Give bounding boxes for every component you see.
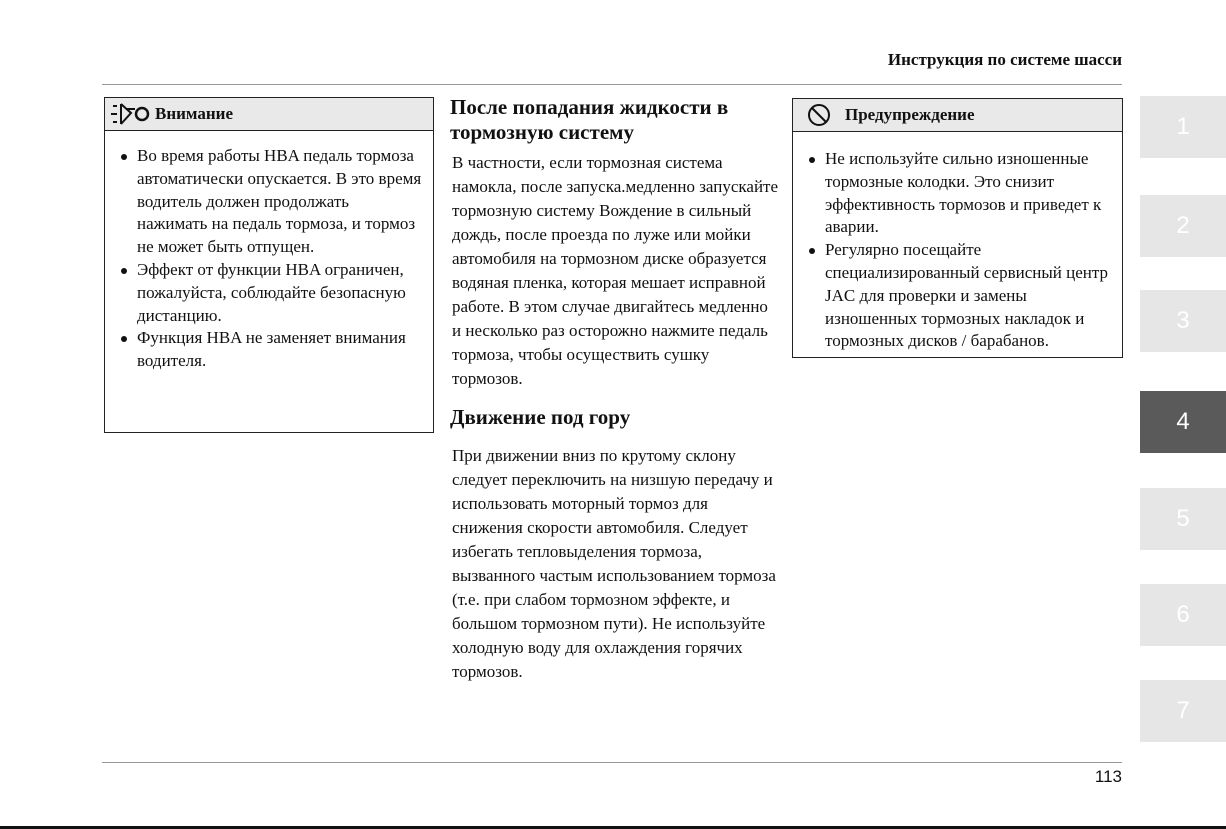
warning-box-header (793, 99, 1122, 132)
chapter-tab-3[interactable]: 3 (1140, 290, 1226, 352)
section-title-fluid: После попадания жидкости в тормозную систему (450, 95, 729, 144)
attention-item: Во время работы HBA педаль тормоза автоматически опускается. В это время водитель должен продолжать нажимать на педаль тормоза, и тормоз не может быть отпущен. (121, 145, 423, 259)
prohibition-icon (807, 103, 831, 127)
chapter-tab-4[interactable]: 4 (1140, 391, 1226, 453)
chapter-tab-2[interactable]: 2 (1140, 195, 1226, 257)
warning-list (809, 148, 1112, 353)
attention-list (121, 145, 423, 373)
attention-item: Функция HBA не заменяет внимания водителя. (121, 327, 423, 373)
attention-item: Эффект от функции HBA ограничен, пожалуйста, соблюдайте безопасную дистанцию. (121, 259, 423, 327)
chapter-tab-1[interactable]: 1 (1140, 96, 1226, 158)
main-text-column (450, 95, 780, 684)
section-text-downhill: При движении вниз по крутому склону следует переключить на низшую передачу и использовать моторный тормоз для снижения скорости автомобиля. Следует избегать тепловыделения тормоза, вызванного частым использованием тормоза (т.е. при слабом тормозном эффекте, и большом тормозном пути). Не используйте холодную воду для охлаждения горячих тормозов. (452, 446, 776, 681)
warning-title: Предупреждение (845, 105, 975, 124)
warning-item: Не используйте сильно изношенные тормозные колодки. Это снизит эффективность тормозов и приведет к аварии. (809, 148, 1112, 239)
chapter-header-title: Инструкция по системе шасси (887, 50, 1122, 69)
chapter-tab-6[interactable]: 6 (1140, 584, 1226, 646)
warning-box (792, 98, 1123, 358)
attention-box-header (105, 98, 433, 131)
attention-car-icon (111, 101, 151, 127)
attention-box (104, 97, 434, 433)
section-text-fluid: В частности, если тормозная система намокла, после запуска.медленно запускайте тормозную систему Вождение в сильный дождь, после проезда по луже или мойки автомобиля на тормозном диске образуется водяная пленка, которая мешает исправной работе. В этом случае двигайтесь медленно и несколько раз осторожно нажмите педаль тормоза, чтобы осуществить сушку тормозов. (452, 153, 779, 388)
footer-divider (102, 762, 1122, 763)
chapter-tab-5[interactable]: 5 (1140, 488, 1226, 550)
header-divider (102, 84, 1122, 85)
section-title-downhill: Движение под гору (450, 405, 631, 429)
attention-title: Внимание (155, 104, 234, 123)
warning-item: Регулярно посещайте специализированный сервисный центр JAC для проверки и замены изношенных тормозных накладок и тормозных дисков / барабанов. (809, 239, 1112, 353)
page-number: 113 (1094, 767, 1122, 786)
chapter-tab-7[interactable]: 7 (1140, 680, 1226, 742)
